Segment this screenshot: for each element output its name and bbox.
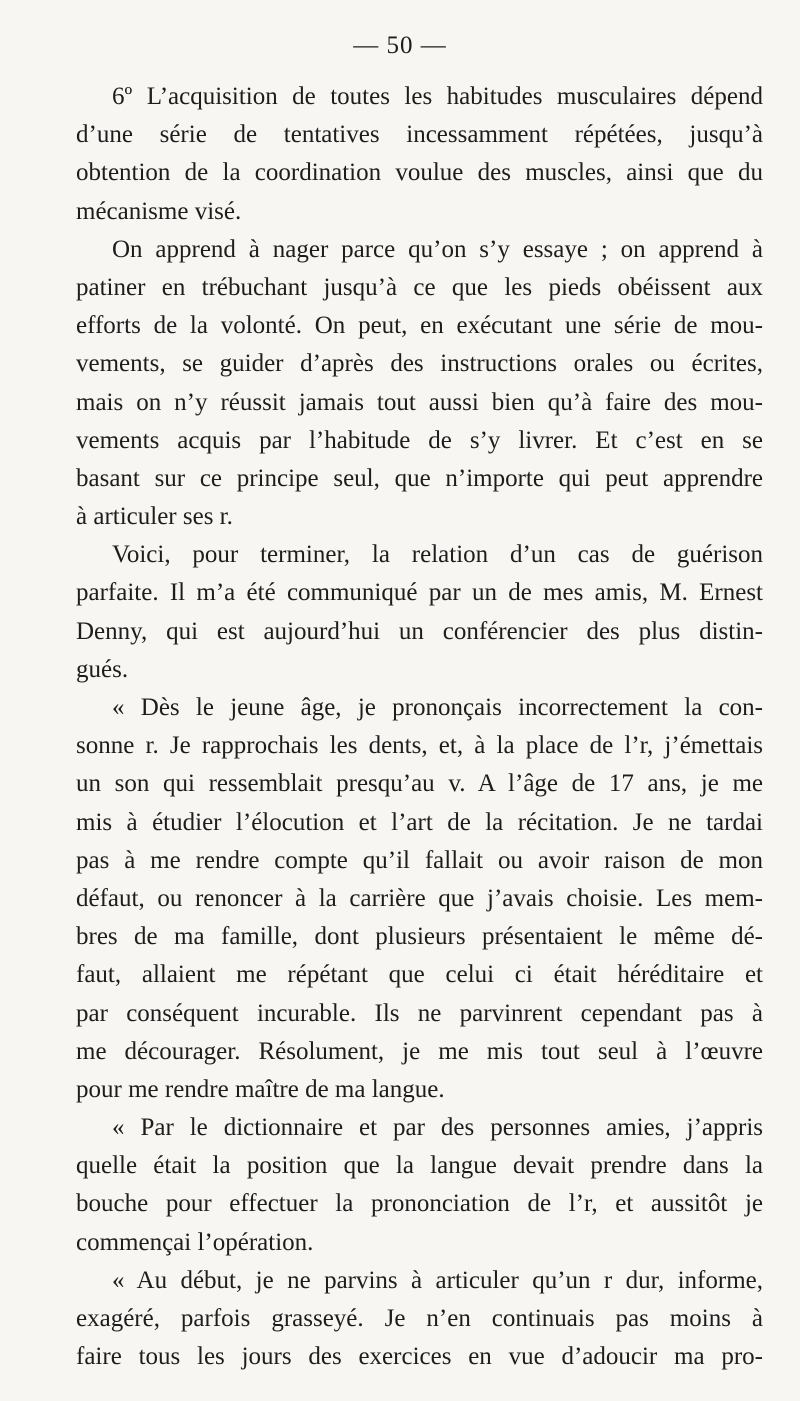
text-line: efforts de la volonté. On peut, en exécutant une série de mou- [76,312,763,340]
text-line: Denny, qui est aujourd’hui un conférencier des plus distin- [76,617,763,645]
paragraph-point-6 [38,78,763,231]
paragraph-testimony-3 [38,1262,763,1377]
text-line: exagéré, parfois grasseyé. Je n’en continuais pas moins à [76,1305,763,1332]
text-line: patiner en trébuchant jusqu’à ce que les pieds obéissent aux [76,273,763,301]
text-line: défaut, ou renoncer à la carrière que j’avais choisie. Les mem- [76,884,763,912]
text-line: d’une série de tentatives incessamment répétées, jusqu’à [76,121,763,149]
text-line: par conséquent incurable. Ils ne parvinrent cependant pas à [76,999,763,1027]
text-line: Voici, pour terminer, la relation d’un cas de guérison [112,541,763,569]
text-line: me décourager. Résolument, je me mis tout seul à l’œuvre [76,1037,763,1065]
text-line: vements, se guider d’après des instructions orales ou écrites, [76,350,763,378]
text-line: mécanisme visé. [76,197,242,225]
text-line: sonne r. Je rapprochais les dents, et, à la place de l’r, j’émettais [76,732,763,760]
text-line: « Par le dictionnaire et par des personnes amies, j’appris [112,1114,763,1142]
paragraph-testimony-1 [38,689,763,1109]
text-line: à articuler ses r. [76,503,233,531]
text-line: mais on n’y réussit jamais tout aussi bien qu’à faire des mou- [76,388,763,416]
text-line: faire tous les jours des exercices en vue d’adoucir ma pro- [76,1343,763,1371]
page-number: — 50 — [353,32,447,59]
text-line: « Au début, je ne parvins à articuler qu’un r dur, informe, [112,1266,763,1294]
text-line: obtention de la coordination voulue des muscles, ainsi que du [76,159,763,187]
text-line: un son qui ressemblait presqu’au v. A l’âge de 17 ans, je me [76,770,763,798]
text-line: pour me rendre maître de ma langue. [76,1075,445,1103]
text-line: 6º L’acquisition de toutes les habitudes musculaires dépend [112,83,763,110]
text-line: vements acquis par l’habitude de s’y livrer. Et c’est en se [76,426,763,454]
text-line: « Dès le jeune âge, je prononçais incorrectement la con- [112,694,763,721]
text-line: gués. [76,655,129,683]
text-line: faut, allaient me répétant que celui ci était héréditaire et [76,961,763,989]
paragraph-case-intro [38,536,763,689]
text-line: bouche pour effectuer la prononciation de l’r, et aussitôt je [76,1190,763,1218]
text-line: bres de ma famille, dont plusieurs présentaient le même dé- [76,923,763,951]
text-line: quelle était la position que la langue devait prendre dans la [76,1152,763,1180]
paragraph-testimony-2 [38,1109,763,1262]
text-line: basant sur ce principe seul, que n’importe qui peut apprendre [76,464,763,492]
body-text [38,78,763,1376]
text-line: pas à me rendre compte qu’il fallait ou avoir raison de mon [76,846,763,874]
text-line: parfaite. Il m’a été communiqué par un de mes amis, M. Ernest [76,579,763,607]
text-line: mis à étudier l’élocution et l’art de la récitation. Je ne tardai [76,808,763,836]
text-line: On apprend à nager parce qu’on s’y essaye ; on apprend à [112,235,763,263]
text-line: commençai l’opération. [76,1228,314,1256]
paragraph-learning [38,231,763,537]
